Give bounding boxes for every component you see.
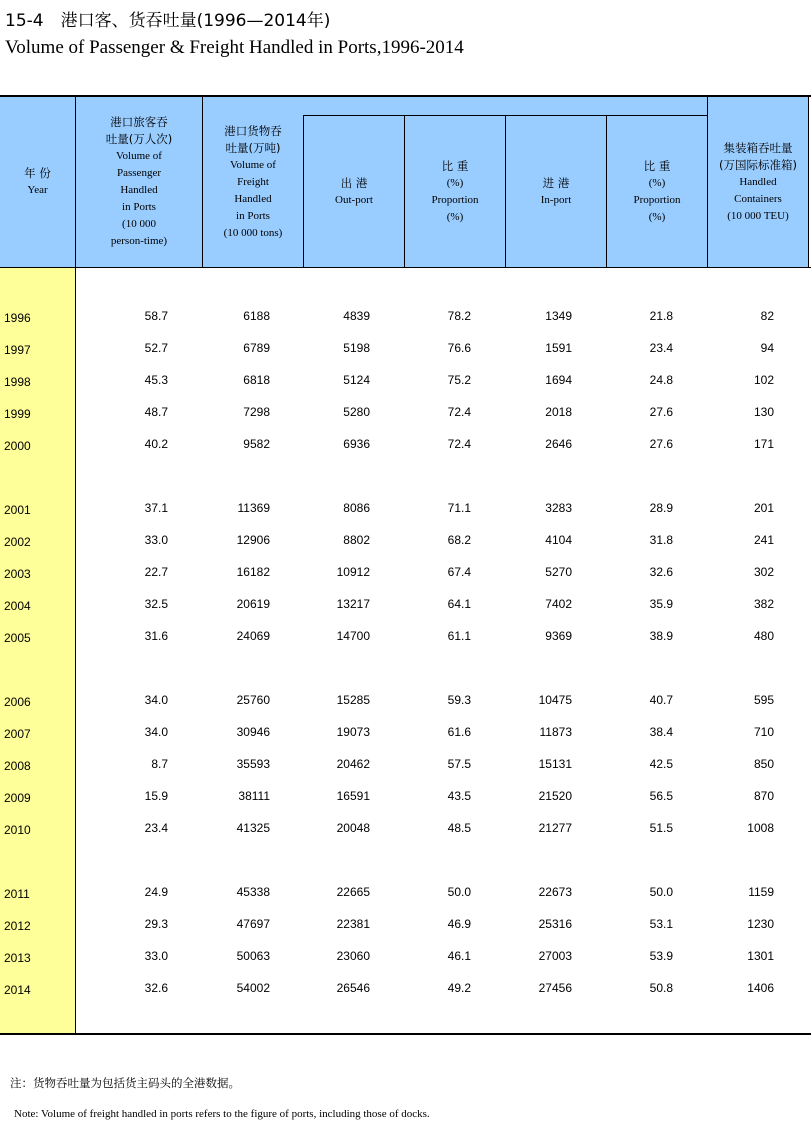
- cell-out-proportion: 46.1: [447, 949, 471, 963]
- cell-freight: 9582: [243, 437, 270, 451]
- cell-year: 2004: [4, 599, 31, 613]
- cell-freight: 6818: [243, 373, 270, 387]
- cell-in-proportion: 24.8: [649, 373, 673, 387]
- cell-passenger: 33.0: [144, 949, 168, 963]
- cell-passenger: 29.3: [144, 917, 168, 931]
- note-en: Note: Volume of freight handled in ports refers to the figure of ports, including those of docks.: [14, 1108, 430, 1120]
- cell-passenger: 15.9: [144, 789, 168, 803]
- cell-freight: 16182: [236, 565, 270, 579]
- page-title-en: Volume of Passenger & Freight Handled in Ports,1996-2014: [5, 37, 464, 58]
- cell-year: 1996: [4, 311, 31, 325]
- cell-passenger: 22.7: [144, 565, 168, 579]
- cell-out-proportion: 49.2: [447, 981, 471, 995]
- cell-in-port: 27003: [538, 949, 572, 963]
- cell-in-port: 9369: [545, 629, 572, 643]
- cell-containers: 1301: [747, 949, 774, 963]
- cell-out-port: 5124: [343, 373, 370, 387]
- cell-passenger: 32.5: [144, 597, 168, 611]
- cell-year: 2000: [4, 439, 31, 453]
- cell-containers: 201: [753, 501, 774, 515]
- page-title-cn: 15-4 港口客、货吞吐量(1996—2014年): [5, 11, 331, 31]
- cell-out-port: 5280: [343, 405, 370, 419]
- cell-year: 2013: [4, 951, 31, 965]
- cell-passenger: 40.2: [144, 437, 168, 451]
- header-line: 进 港: [542, 175, 570, 190]
- cell-out-proportion: 61.1: [447, 629, 471, 643]
- cell-year: 2001: [4, 503, 31, 517]
- cell-in-proportion: 21.8: [649, 309, 673, 323]
- header-line: 港口货物吞: [224, 123, 282, 138]
- cell-out-port: 6936: [343, 437, 370, 451]
- cell-passenger: 23.4: [144, 821, 168, 835]
- cell-out-proportion: 61.6: [447, 725, 471, 739]
- table-row: [0, 722, 811, 742]
- header-out-proportion: [405, 116, 505, 267]
- cell-in-proportion: 53.9: [649, 949, 673, 963]
- header-line: 比 重: [441, 158, 469, 173]
- cell-in-port: 1694: [545, 373, 572, 387]
- cell-out-proportion: 72.4: [447, 437, 471, 451]
- table-row: [0, 978, 811, 998]
- cell-out-port: 16591: [336, 789, 370, 803]
- cell-in-port: 2018: [545, 405, 572, 419]
- cell-out-proportion: 68.2: [447, 533, 471, 547]
- cell-in-port: 11873: [539, 725, 572, 739]
- cell-passenger: 34.0: [144, 725, 168, 739]
- cell-freight: 25760: [236, 693, 270, 707]
- cell-passenger: 52.7: [144, 341, 168, 355]
- header-line: (%): [446, 210, 464, 223]
- cell-freight: 12906: [236, 533, 270, 547]
- table-row: [0, 690, 811, 710]
- table-row: [0, 530, 811, 550]
- cell-out-port: 22665: [336, 885, 370, 899]
- table-row: [0, 338, 811, 358]
- cell-out-proportion: 59.3: [447, 693, 471, 707]
- cell-in-proportion: 31.8: [649, 533, 673, 547]
- cell-containers: 595: [753, 693, 774, 707]
- header-line: Volume of: [230, 158, 276, 171]
- table-row: [0, 594, 811, 614]
- cell-out-port: 19073: [336, 725, 370, 739]
- header-line: Handled: [120, 184, 158, 196]
- cell-out-proportion: 71.1: [447, 501, 471, 515]
- cell-in-port: 10475: [538, 693, 572, 707]
- header-line: 出 港: [340, 175, 368, 190]
- cell-in-proportion: 38.4: [649, 725, 673, 739]
- cell-out-port: 15285: [336, 693, 370, 707]
- cell-year: 2006: [4, 695, 31, 709]
- cell-passenger: 37.1: [144, 501, 168, 515]
- header-line: 吐量(万吨): [225, 140, 281, 155]
- cell-containers: 710: [753, 725, 774, 739]
- header-line: Containers: [734, 192, 782, 205]
- cell-year: 2010: [4, 823, 31, 837]
- header-line: (%): [648, 210, 666, 223]
- table-row: [0, 626, 811, 646]
- header-containers: [708, 97, 808, 267]
- header-line: in Ports: [236, 209, 270, 222]
- cell-in-proportion: 27.6: [649, 405, 673, 419]
- cell-containers: 382: [753, 597, 774, 611]
- cell-in-port: 1349: [545, 309, 572, 323]
- cell-out-port: 8802: [343, 533, 370, 547]
- header-line: (%): [648, 176, 666, 189]
- header-divider: [808, 97, 809, 268]
- cell-containers: 130: [753, 405, 774, 419]
- cell-passenger: 48.7: [144, 405, 168, 419]
- table-row: [0, 370, 811, 390]
- cell-year: 1997: [4, 343, 31, 357]
- cell-freight: 7298: [243, 405, 270, 419]
- cell-out-proportion: 67.4: [447, 565, 471, 579]
- cell-out-proportion: 48.5: [447, 821, 471, 835]
- cell-in-port: 21277: [538, 821, 572, 835]
- header-line: 集装箱吞吐量: [723, 140, 793, 155]
- cell-in-port: 15131: [538, 757, 572, 771]
- cell-in-proportion: 38.9: [649, 629, 673, 643]
- header-freight-volume: [203, 97, 303, 267]
- cell-containers: 1159: [748, 885, 774, 899]
- cell-out-port: 23060: [336, 949, 370, 963]
- header-passenger-volume: [76, 97, 202, 267]
- header-line: Handled: [234, 192, 272, 205]
- header-line: Proportion: [431, 193, 479, 206]
- cell-passenger: 32.6: [144, 981, 168, 995]
- cell-in-proportion: 40.7: [649, 693, 673, 707]
- cell-containers: 171: [753, 437, 774, 451]
- cell-freight: 11369: [237, 501, 270, 515]
- cell-containers: 1008: [747, 821, 774, 835]
- cell-passenger: 31.6: [144, 629, 168, 643]
- table-row: [0, 818, 811, 838]
- cell-in-port: 22673: [538, 885, 572, 899]
- cell-containers: 241: [753, 533, 774, 547]
- cell-out-port: 14700: [336, 629, 370, 643]
- cell-out-proportion: 64.1: [447, 597, 471, 611]
- cell-in-proportion: 50.0: [649, 885, 673, 899]
- header-in-port: [506, 116, 606, 267]
- cell-freight: 41325: [236, 821, 270, 835]
- cell-out-proportion: 72.4: [447, 405, 471, 419]
- cell-passenger: 58.7: [144, 309, 168, 323]
- cell-in-proportion: 42.5: [649, 757, 673, 771]
- header-line: (%): [446, 176, 464, 189]
- cell-in-proportion: 35.9: [649, 597, 673, 611]
- cell-freight: 30946: [236, 725, 270, 739]
- cell-in-proportion: 27.6: [649, 437, 673, 451]
- cell-in-port: 7402: [545, 597, 572, 611]
- header-line: Out-port: [335, 193, 373, 206]
- cell-in-proportion: 32.6: [649, 565, 673, 579]
- cell-out-proportion: 57.5: [447, 757, 471, 771]
- cell-out-proportion: 50.0: [447, 885, 471, 899]
- cell-out-port: 5198: [343, 341, 370, 355]
- cell-passenger: 24.9: [144, 885, 168, 899]
- cell-passenger: 8.7: [151, 757, 168, 771]
- cell-out-proportion: 76.6: [447, 341, 471, 355]
- cell-out-proportion: 46.9: [447, 917, 471, 931]
- cell-freight: 54002: [236, 981, 270, 995]
- cell-out-port: 13217: [336, 597, 370, 611]
- cell-out-port: 22381: [336, 917, 370, 931]
- header-line: Passenger: [117, 167, 161, 179]
- cell-year: 2011: [4, 887, 30, 901]
- cell-containers: 480: [753, 629, 774, 643]
- cell-freight: 45338: [236, 885, 270, 899]
- header-line: Freight: [237, 175, 269, 188]
- table-row: [0, 914, 811, 934]
- cell-passenger: 34.0: [144, 693, 168, 707]
- cell-in-proportion: 56.5: [649, 789, 673, 803]
- header-line: Proportion: [633, 193, 681, 206]
- cell-out-port: 26546: [336, 981, 370, 995]
- cell-out-port: 4839: [343, 309, 370, 323]
- table-row: [0, 498, 811, 518]
- cell-out-port: 8086: [343, 501, 370, 515]
- cell-freight: 6188: [243, 309, 270, 323]
- header-line: Handled: [739, 175, 777, 188]
- cell-in-proportion: 51.5: [649, 821, 673, 835]
- cell-in-port: 3283: [545, 501, 572, 515]
- table-row: [0, 306, 811, 326]
- header-line: Volume of: [116, 150, 162, 162]
- cell-in-port: 5270: [545, 565, 572, 579]
- table-row: [0, 882, 811, 902]
- cell-in-proportion: 53.1: [649, 917, 673, 931]
- table-row: [0, 946, 811, 966]
- cell-freight: 6789: [243, 341, 270, 355]
- cell-freight: 35593: [236, 757, 270, 771]
- header-bottom-rule: [0, 267, 811, 268]
- header-line: 比 重: [643, 158, 671, 173]
- cell-in-port: 25316: [538, 917, 572, 931]
- cell-in-proportion: 23.4: [649, 341, 673, 355]
- table-row: [0, 786, 811, 806]
- cell-out-port: 10912: [336, 565, 370, 579]
- cell-out-port: 20048: [336, 821, 370, 835]
- table-row: [0, 562, 811, 582]
- header-line: in Ports: [122, 201, 156, 213]
- header-year: [0, 97, 75, 267]
- cell-containers: 870: [753, 789, 774, 803]
- cell-freight: 24069: [236, 629, 270, 643]
- cell-containers: 1230: [747, 917, 774, 931]
- cell-in-port: 2646: [545, 437, 572, 451]
- header-in-proportion: [607, 116, 707, 267]
- cell-year: 2009: [4, 791, 31, 805]
- cell-containers: 82: [760, 309, 774, 323]
- cell-in-port: 1591: [545, 341, 572, 355]
- header-line: (10 000 TEU): [727, 209, 789, 222]
- table-row: [0, 434, 811, 454]
- header-line: 年 份: [24, 166, 51, 180]
- cell-freight: 50063: [236, 949, 270, 963]
- header-line: (10 000 tons): [223, 226, 283, 239]
- cell-year: 1998: [4, 375, 31, 389]
- cell-year: 2008: [4, 759, 31, 773]
- cell-year: 1999: [4, 407, 31, 421]
- cell-containers: 850: [753, 757, 774, 771]
- cell-year: 2007: [4, 727, 31, 741]
- cell-out-proportion: 78.2: [447, 309, 471, 323]
- cell-year: 2005: [4, 631, 31, 645]
- cell-out-proportion: 75.2: [447, 373, 471, 387]
- cell-freight: 47697: [236, 917, 270, 931]
- cell-freight: 20619: [236, 597, 270, 611]
- cell-containers: 1406: [747, 981, 774, 995]
- header-line: 吐量(万人次): [105, 132, 173, 146]
- cell-in-port: 21520: [538, 789, 572, 803]
- header-line: 港口旅客吞: [110, 115, 168, 129]
- header-line: In-port: [540, 193, 572, 206]
- cell-in-proportion: 28.9: [649, 501, 673, 515]
- cell-containers: 102: [753, 373, 774, 387]
- cell-year: 2014: [4, 983, 31, 997]
- cell-passenger: 45.3: [144, 373, 168, 387]
- header-line: (10 000: [122, 218, 156, 230]
- header-line: Year: [27, 184, 48, 196]
- header-line: (万国际标准箱): [719, 157, 797, 172]
- cell-containers: 302: [753, 565, 774, 579]
- cell-year: 2003: [4, 567, 31, 581]
- cell-containers: 94: [760, 341, 774, 355]
- cell-passenger: 33.0: [144, 533, 168, 547]
- cell-in-port: 4104: [545, 533, 572, 547]
- table-row: [0, 754, 811, 774]
- cell-year: 2002: [4, 535, 31, 549]
- header-out-port: [304, 116, 404, 267]
- cell-in-proportion: 50.8: [649, 981, 673, 995]
- cell-year: 2012: [4, 919, 31, 933]
- note-cn: 注：货物吞吐量为包括货主码头的全港数据。: [10, 1076, 240, 1090]
- cell-in-port: 27456: [538, 981, 572, 995]
- header-line: person-time): [110, 235, 168, 247]
- cell-out-port: 20462: [336, 757, 370, 771]
- table-row: [0, 402, 811, 422]
- cell-out-proportion: 43.5: [447, 789, 471, 803]
- table-bottom-rule: [0, 1033, 811, 1035]
- cell-freight: 38111: [238, 789, 270, 803]
